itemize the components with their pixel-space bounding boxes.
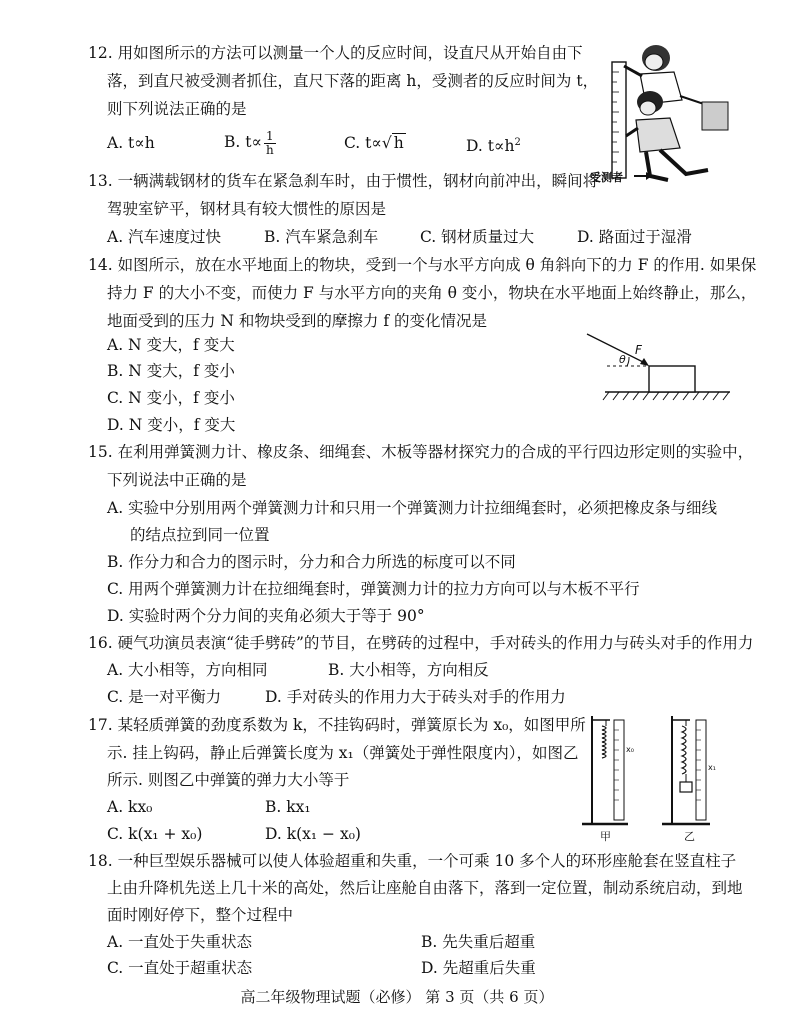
q14-line3: 地面受到的压力 N 和物块受到的摩擦力 f 的变化情况是	[107, 312, 488, 330]
q14-option-c: C. N 变小，f 变小	[107, 389, 235, 407]
q12-line1: 12. 用如图所示的方法可以测量一个人的反应时间，设直尺从开始自由下	[88, 44, 583, 62]
q17-option-a: A. kx₀	[107, 798, 153, 816]
figure-label-subject: 受测者	[590, 171, 623, 184]
figure-label-x0: x₀	[626, 745, 634, 754]
q18-option-a: A. 一直处于失重状态	[107, 933, 253, 951]
q14-line1: 14. 如图所示，放在水平地面上的物块，受到一个与水平方向成 θ 角斜向下的力 F 的作用. 如果保	[88, 256, 757, 274]
q15-line2: 下列说法中正确的是	[107, 471, 247, 489]
q12-line2: 落，到直尺被受测者抓住，直尺下落的距离 h，受测者的反应时间为 t，	[107, 72, 599, 90]
q18-line1: 18. 一种巨型娱乐器械可以使人体验超重和失重，一个可乘 10 多个人的环形座舱套在竖直柱子	[88, 852, 737, 870]
q13-option-a: A. 汽车速度过快	[107, 228, 222, 246]
figure-label-yi: 乙	[684, 830, 695, 843]
q15-line1: 15. 在利用弹簧测力计、橡皮条、细绳套、木板等器材探究力的合成的平行四边形定则的实验中，	[88, 443, 754, 461]
block-force-figure	[585, 330, 735, 410]
spring-stand-figure	[580, 712, 740, 846]
q17-option-c: C. k(x₁ + x₀)	[107, 825, 203, 843]
q15-option-a1: A. 实验中分别用两个弹簧测力计和只用一个弹簧测力计拉细绳套时，必须把橡皮条与细线	[107, 499, 718, 517]
q16-option-d: D. 手对砖头的作用力大于砖头对手的作用力	[265, 688, 566, 706]
q18-line3: 面时刚好停下，整个过程中	[107, 906, 294, 924]
q12-option-c	[344, 130, 406, 156]
figure-label-x1: x₁	[708, 763, 716, 772]
q15-option-b: B. 作分力和合力的图示时，分力和合力所选的标度可以不同	[107, 553, 516, 571]
q15-option-c: C. 用两个弹簧测力计在拉细绳套时，弹簧测力计的拉力方向可以与木板不平行	[107, 580, 640, 598]
q12-option-d	[466, 130, 521, 159]
reaction-time-figure	[590, 40, 730, 188]
q12-line3: 则下列说法正确的是	[107, 100, 247, 118]
q17-option-b: B. kx₁	[265, 798, 311, 816]
q14-line2: 持力 F 的大小不变，而使力 F 与水平方向的夹角 θ 变小，物块在水平地面上始终静止，那么，	[107, 284, 757, 302]
q14-option-d: D. N 变小，f 变大	[107, 416, 236, 434]
q16-line1: 16. 硬气功演员表演“徒手劈砖”的节目，在劈砖的过程中，手对砖头的作用力与砖头对手的作用力	[88, 634, 754, 652]
q18-option-c: C. 一直处于超重状态	[107, 959, 253, 977]
figure-label-angle: θ	[619, 353, 626, 366]
page-footer: 高二年级物理试题（必修） 第 3 页（共 6 页）	[240, 988, 554, 1006]
fraction-numerator: 1	[264, 130, 276, 144]
figure-label-jia: 甲	[600, 830, 611, 843]
q15-option-a2: 的结点拉到同一位置	[130, 526, 270, 544]
q17-line3: 所示. 则图乙中弹簧的弹力大小等于	[107, 771, 350, 789]
q12-option-d-prefix: D. t∝h	[466, 137, 515, 156]
q12-option-c-prefix: C. t∝	[344, 134, 382, 152]
q13-line1: 13. 一辆满载钢材的货车在紧急刹车时，由于惯性，钢材向前冲出，瞬间将	[88, 172, 599, 190]
q12-option-b-prefix: B. t∝	[224, 133, 262, 151]
q17-line2: 示. 挂上钩码，静止后弹簧长度为 x₁（弹簧处于弹性限度内），如图乙	[107, 744, 579, 762]
q14-option-a: A. N 变大，f 变大	[107, 336, 235, 354]
q15-option-d: D. 实验时两个分力间的夹角必须大于等于 90°	[107, 607, 425, 625]
q13-option-c: C. 钢材质量过大	[420, 228, 535, 246]
sqrt-sign: √	[381, 134, 392, 152]
q12-option-d-exponent: 2	[514, 137, 521, 148]
q16-option-c: C. 是一对平衡力	[107, 688, 222, 706]
q18-option-b: B. 先失重后超重	[421, 933, 536, 951]
q12-option-b	[224, 122, 278, 162]
q13-line2: 驾驶室铲平，钢材具有较大惯性的原因是	[107, 200, 387, 218]
q18-line2: 上由升降机先送上几十米的高处，然后让座舱自由落下，落到一定位置，制动系统启动，到地	[107, 879, 743, 897]
q18-option-d: D. 先超重后失重	[421, 959, 536, 977]
fraction-denominator: h	[265, 142, 274, 157]
q16-option-b: B. 大小相等，方向相反	[328, 661, 489, 679]
q12-option-a: A. t∝h	[107, 134, 155, 152]
q13-option-d: D. 路面过于湿滑	[577, 228, 692, 246]
q13-option-b: B. 汽车紧急刹车	[264, 228, 379, 246]
q17-option-d: D. k(x₁ − x₀)	[265, 825, 361, 843]
q12-option-b-fraction	[264, 130, 276, 157]
q16-option-a: A. 大小相等，方向相同	[107, 661, 268, 679]
q17-line1: 17. 某轻质弹簧的劲度系数为 k，不挂钩码时，弹簧原长为 x₀，如图甲所	[88, 716, 586, 734]
figure-label-force: F	[635, 343, 642, 357]
q14-option-b: B. N 变大，f 变小	[107, 362, 235, 380]
sqrt-radicand: h	[393, 134, 404, 152]
